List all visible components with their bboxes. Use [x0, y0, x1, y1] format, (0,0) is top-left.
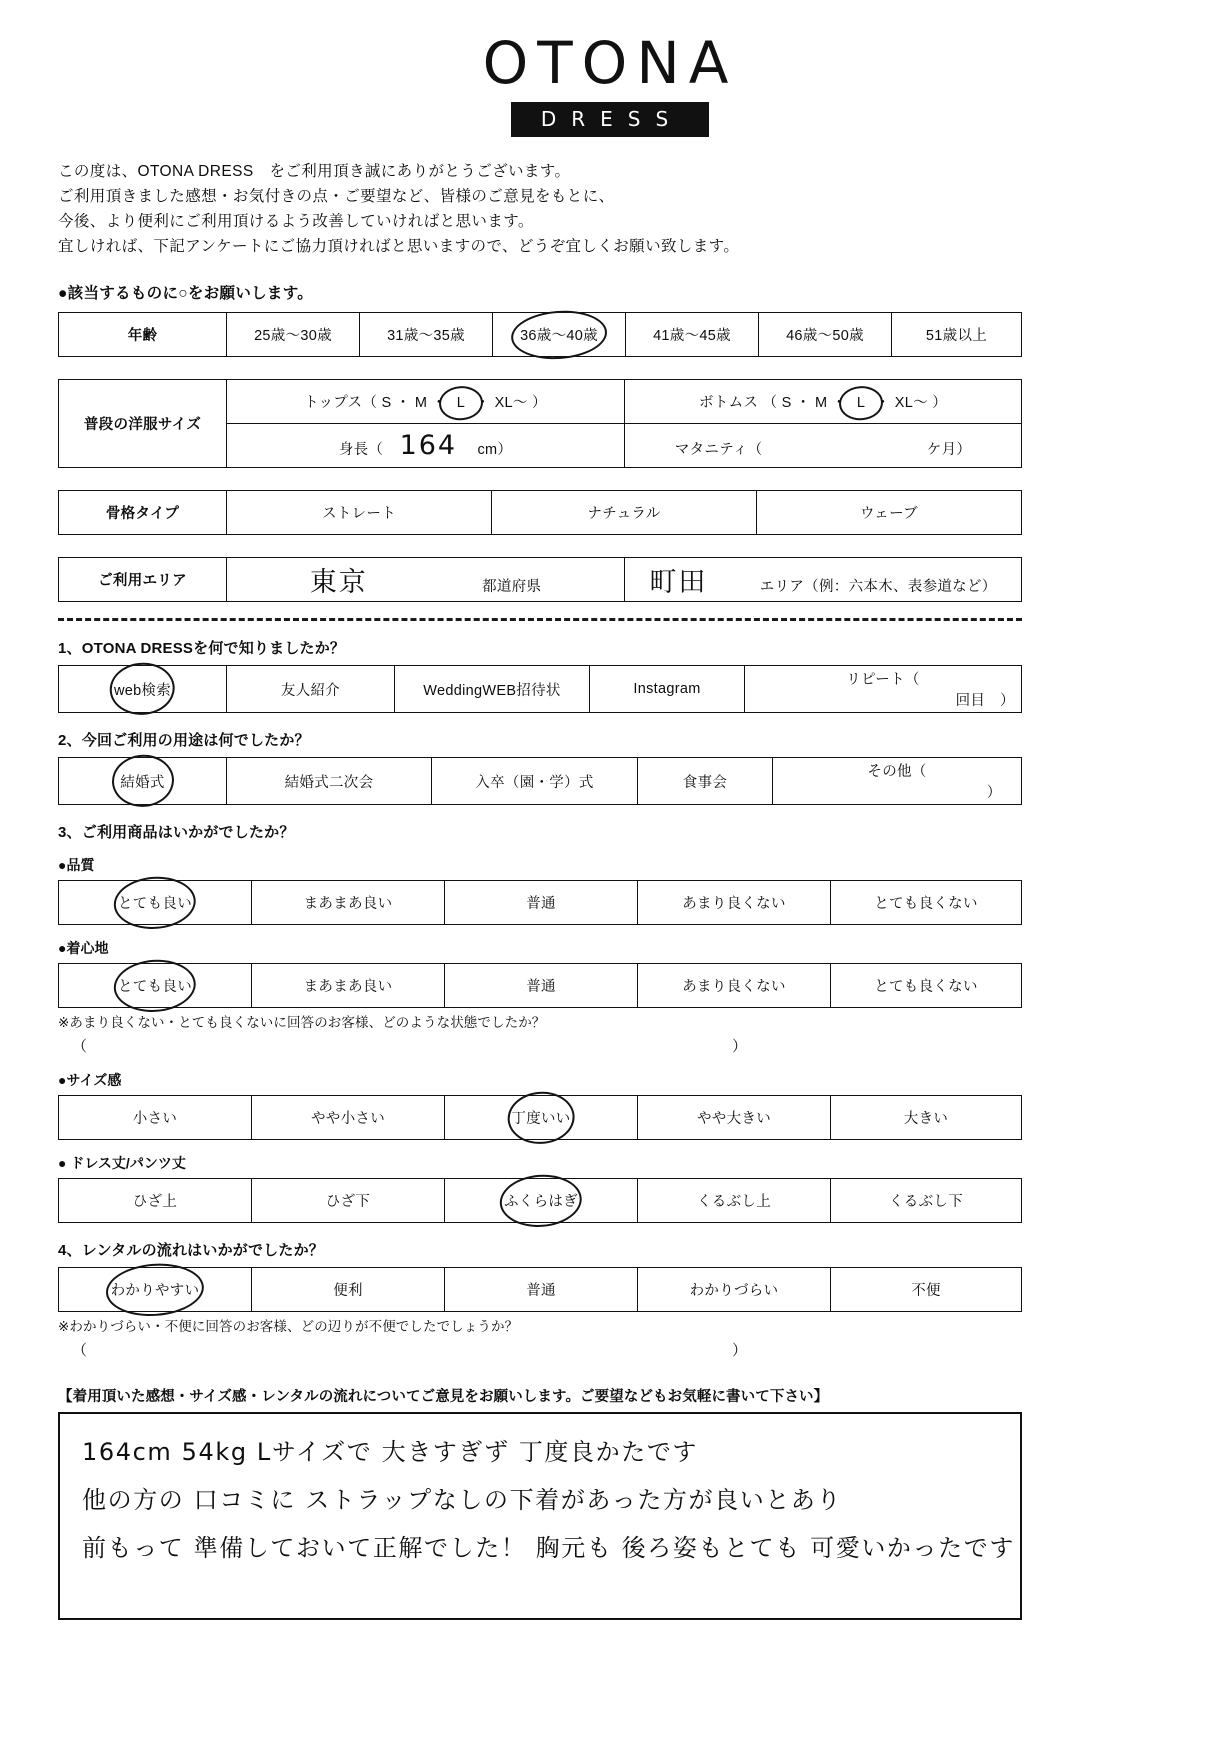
height-label: 身長（: [338, 442, 384, 458]
tops-size-cell[interactable]: [227, 380, 625, 424]
quality-option-2[interactable]: [445, 881, 638, 925]
q3-length-table: [58, 1178, 1022, 1223]
skeleton-option-2[interactable]: [757, 491, 1022, 535]
q4-option-2[interactable]: [445, 1268, 638, 1312]
table-row: [59, 313, 1022, 357]
comment-line-2: 他の方の 口コミに ストラップなしの下着があった方が良いとあり: [82, 1486, 843, 1514]
q3-comfort-table: [58, 963, 1022, 1008]
brand-subname: DRESS: [511, 102, 709, 137]
skeleton-option-0[interactable]: [227, 491, 492, 535]
q3-quality-table: [58, 880, 1022, 925]
intro-line-3: 今後、より便利にご利用頂けるよう改善していければと思います。: [58, 213, 534, 230]
length-option-1[interactable]: [252, 1179, 445, 1223]
bottoms-suffix: ・ XL～ ）: [875, 395, 948, 411]
q2-option-2[interactable]: [432, 758, 638, 805]
age-option-4-text: 46歳～50歳: [786, 328, 864, 344]
length-option-3-text: くるぶし上: [697, 1194, 771, 1210]
length-option-4[interactable]: [831, 1179, 1022, 1223]
q3-length-label: ● ドレス丈/パンツ丈: [58, 1155, 186, 1171]
age-option-2[interactable]: [493, 313, 626, 357]
fit-option-1-text: やや小さい: [311, 1111, 385, 1127]
quality-option-4-text: とても良くない: [874, 896, 978, 912]
length-option-2-text: ふくらはぎ: [504, 1190, 578, 1211]
q1-option-2[interactable]: [395, 666, 590, 713]
q2-option-1[interactable]: [227, 758, 432, 805]
quality-option-1-text: まあまあ良い: [303, 896, 393, 912]
prefecture-cell[interactable]: [227, 558, 625, 602]
q1-option-1-text: 友人紹介: [280, 682, 341, 699]
length-option-3[interactable]: [638, 1179, 831, 1223]
q1-option-0-text: web検索: [114, 679, 171, 700]
intro-line-2: ご利用頂きました感想・お気付きの点・ご要望など、皆様のご意見をもとに、: [58, 188, 615, 205]
age-option-1[interactable]: [360, 313, 493, 357]
fit-option-4-text: 大きい: [903, 1111, 949, 1127]
comfort-option-2-text: 普通: [526, 979, 556, 995]
fit-option-3-text: やや大きい: [697, 1111, 771, 1127]
q4-option-3-text: わかりづらい: [689, 1283, 779, 1299]
tops-prefix: トップス（ S ・ M ・: [304, 395, 447, 411]
table-row: [59, 666, 1022, 713]
q2-other-close: ）: [986, 785, 1002, 801]
q3-fit-label: ●サイズ感: [58, 1072, 122, 1088]
q1-repeat-label: リピート（: [846, 672, 920, 688]
q2-option-0-text: 結婚式: [120, 771, 164, 792]
table-row: [59, 758, 1022, 805]
q1-option-3-text: Instagram: [633, 681, 701, 697]
q2-option-2-text: 入卒（園・学）式: [475, 774, 594, 791]
height-unit: cm）: [477, 442, 513, 458]
comfort-option-0[interactable]: [59, 964, 252, 1008]
intro-line-1: この度は、OTONA DRESS をご利用頂き誠にありがとうございます。: [58, 163, 571, 180]
q1-table: [58, 665, 1022, 713]
skeleton-option-1[interactable]: [492, 491, 757, 535]
quality-option-1[interactable]: [252, 881, 445, 925]
age-option-5-text: 51歳以上: [925, 328, 988, 344]
age-option-0-text: 25歳～30歳: [254, 328, 332, 344]
age-option-1-text: 31歳～35歳: [387, 328, 465, 344]
q4-note: ※わかりづらい・不便に回答のお客様、どの辺りが不便でしたでしょうか？: [58, 1319, 519, 1334]
age-option-4[interactable]: [759, 313, 892, 357]
table-row: [59, 491, 1022, 535]
table-row: [59, 1268, 1022, 1312]
quality-option-4[interactable]: [831, 881, 1022, 925]
area-label: ご利用エリア: [59, 558, 227, 602]
fit-option-2[interactable]: [445, 1096, 638, 1140]
table-row: [59, 380, 1022, 424]
area-value: 町田: [649, 567, 708, 598]
bottoms-selected-size: L: [856, 395, 866, 411]
q2-option-3-text: 食事会: [682, 774, 728, 791]
q2-other-label: その他（: [867, 764, 927, 780]
maternity-cell[interactable]: [625, 424, 1022, 468]
age-option-2-text: 36歳～40歳: [520, 324, 598, 345]
table-row: [59, 881, 1022, 925]
age-table: [58, 312, 1022, 357]
age-option-3[interactable]: [626, 313, 759, 357]
comment-line-1: 164cm 54kg Lサイズで 大きすぎず 丁度良かたです: [82, 1438, 699, 1466]
age-option-5[interactable]: [892, 313, 1022, 357]
circle-instruction: ●該当するものに○をお願いします。: [58, 285, 314, 302]
q4-table: [58, 1267, 1022, 1312]
bottoms-prefix: ボトムス （ S ・ M ・: [698, 395, 847, 411]
comment-title: 【着用頂いた感想・サイズ感・レンタルの流れについてご意見をお願いします。ご要望などもお気軽に書いて下さい】: [58, 1389, 829, 1405]
length-option-4-text: くるぶし下: [889, 1194, 963, 1210]
comfort-option-3[interactable]: [638, 964, 831, 1008]
comfort-free-text[interactable]: [72, 1035, 1220, 1057]
intro-line-4: 宜しければ、下記アンケートにご協力頂ければと思いますので、どうぞ宜しくお願い致します。: [58, 238, 740, 255]
q4-option-4[interactable]: [831, 1268, 1022, 1312]
length-option-1-text: ひざ下: [325, 1194, 371, 1210]
comfort-option-0-text: とても良い: [118, 975, 192, 996]
prefecture-value: 東京: [309, 567, 368, 598]
q2-table: [58, 757, 1022, 805]
comfort-option-1-text: まあまあ良い: [303, 979, 393, 995]
table-row: [59, 1096, 1022, 1140]
q4-option-4-text: 不便: [911, 1283, 941, 1299]
q1-option-3[interactable]: [590, 666, 745, 713]
brand-name: OTONA: [482, 29, 738, 97]
comfort-option-4-text: とても良くない: [874, 979, 978, 995]
skeleton-type-table: [58, 490, 1022, 535]
tops-suffix: ・ XL～ ）: [475, 395, 547, 411]
q4-option-1[interactable]: [252, 1268, 445, 1312]
clothing-size-label: 普段の洋服サイズ: [59, 380, 227, 468]
comment-line-3: 前もって 準備しておいて正解でした！ 胸元も 後ろ姿もとても 可愛いかったです: [82, 1534, 1015, 1562]
tops-selected-size: L: [456, 395, 466, 411]
quality-option-3[interactable]: [638, 881, 831, 925]
q4-free-close: ）: [732, 1342, 748, 1359]
comfort-option-4[interactable]: [831, 964, 1022, 1008]
length-option-2[interactable]: [445, 1179, 638, 1223]
bottoms-size-cell[interactable]: [625, 380, 1022, 424]
age-option-0[interactable]: [227, 313, 360, 357]
clothing-size-table: [58, 379, 1022, 468]
intro-paragraph: [58, 159, 1220, 259]
q2-option-0[interactable]: [59, 758, 227, 805]
section-divider: [58, 618, 1022, 621]
fit-option-3[interactable]: [638, 1096, 831, 1140]
table-row: [59, 558, 1022, 602]
comfort-free-close: ）: [732, 1038, 748, 1055]
q3-comfort-label: ●着心地: [58, 940, 109, 956]
maternity-label: マタニティ（: [674, 442, 763, 458]
age-option-3-text: 41歳～45歳: [653, 328, 731, 344]
skeleton-type-label: 骨格タイプ: [59, 491, 227, 535]
prefecture-hint: 都道府県: [482, 579, 542, 595]
q4-option-2-text: 普通: [526, 1283, 556, 1299]
comfort-option-3-text: あまり良くない: [682, 979, 786, 995]
q4-title: 4、レンタルの流れはいかがでしたか？: [58, 1242, 324, 1259]
skeleton-option-2-text: ウェーブ: [860, 506, 918, 522]
skeleton-option-0-text: ストレート: [322, 506, 396, 522]
q2-title: 2、今回ご利用の用途は何でしたか？: [58, 732, 310, 749]
q4-option-1-text: 便利: [333, 1283, 363, 1299]
area-hint: エリア（例：六本木、表参道など）: [759, 579, 997, 595]
q3-fit-table: [58, 1095, 1022, 1140]
comfort-option-2[interactable]: [445, 964, 638, 1008]
fit-option-0-text: 小さい: [132, 1111, 178, 1127]
q2-other-cell[interactable]: [773, 758, 1022, 805]
quality-option-3-text: あまり良くない: [682, 896, 786, 912]
age-label: 年齢: [59, 313, 227, 357]
q3-title: 3、ご利用商品はいかがでしたか？: [58, 824, 295, 841]
comfort-free-open: （: [72, 1038, 88, 1055]
footer-mark: ㅤ: [604, 1639, 616, 1651]
brand-logo: [0, 0, 1220, 137]
length-option-0-text: ひざ上: [132, 1194, 178, 1210]
q4-free-text[interactable]: [72, 1339, 1220, 1361]
q4-option-0[interactable]: [59, 1268, 252, 1312]
fit-option-4[interactable]: [831, 1096, 1022, 1140]
q4-free-open: （: [72, 1342, 88, 1359]
q1-repeat-count-label: 回目 ）: [955, 693, 1015, 709]
comfort-note: ※あまり良くない・とても良くないに回答のお客様、どのような状態でしたか？: [58, 1015, 546, 1030]
q2-option-3[interactable]: [638, 758, 773, 805]
table-row: [59, 964, 1022, 1008]
q2-option-1-text: 結婚式二次会: [284, 774, 374, 791]
q4-option-3[interactable]: [638, 1268, 831, 1312]
comment-box[interactable]: [58, 1412, 1022, 1620]
quality-option-0[interactable]: [59, 881, 252, 925]
length-option-0[interactable]: [59, 1179, 252, 1223]
area-table: [58, 557, 1022, 602]
quality-option-0-text: とても良い: [118, 892, 192, 913]
fit-option-2-text: 丁度いい: [511, 1107, 570, 1128]
table-row: [59, 1179, 1022, 1223]
height-value: 164: [399, 430, 458, 461]
comfort-option-1[interactable]: [252, 964, 445, 1008]
quality-option-2-text: 普通: [526, 896, 556, 912]
q3-quality-label: ●品質: [58, 857, 95, 873]
maternity-unit: ケ月）: [926, 442, 972, 458]
height-cell[interactable]: [227, 424, 625, 468]
q1-title: 1、OTONA DRESSを何で知りましたか？: [58, 640, 346, 657]
fit-option-0[interactable]: [59, 1096, 252, 1140]
q4-option-0-text: わかりやすい: [111, 1279, 200, 1300]
fit-option-1[interactable]: [252, 1096, 445, 1140]
q1-repeat-cell[interactable]: [745, 666, 1022, 713]
q1-option-2-text: WeddingWEB招待状: [423, 682, 561, 699]
area-detail-cell[interactable]: [625, 558, 1022, 602]
q1-option-1[interactable]: [227, 666, 395, 713]
q1-option-0[interactable]: [59, 666, 227, 713]
skeleton-option-1-text: ナチュラル: [587, 506, 661, 522]
